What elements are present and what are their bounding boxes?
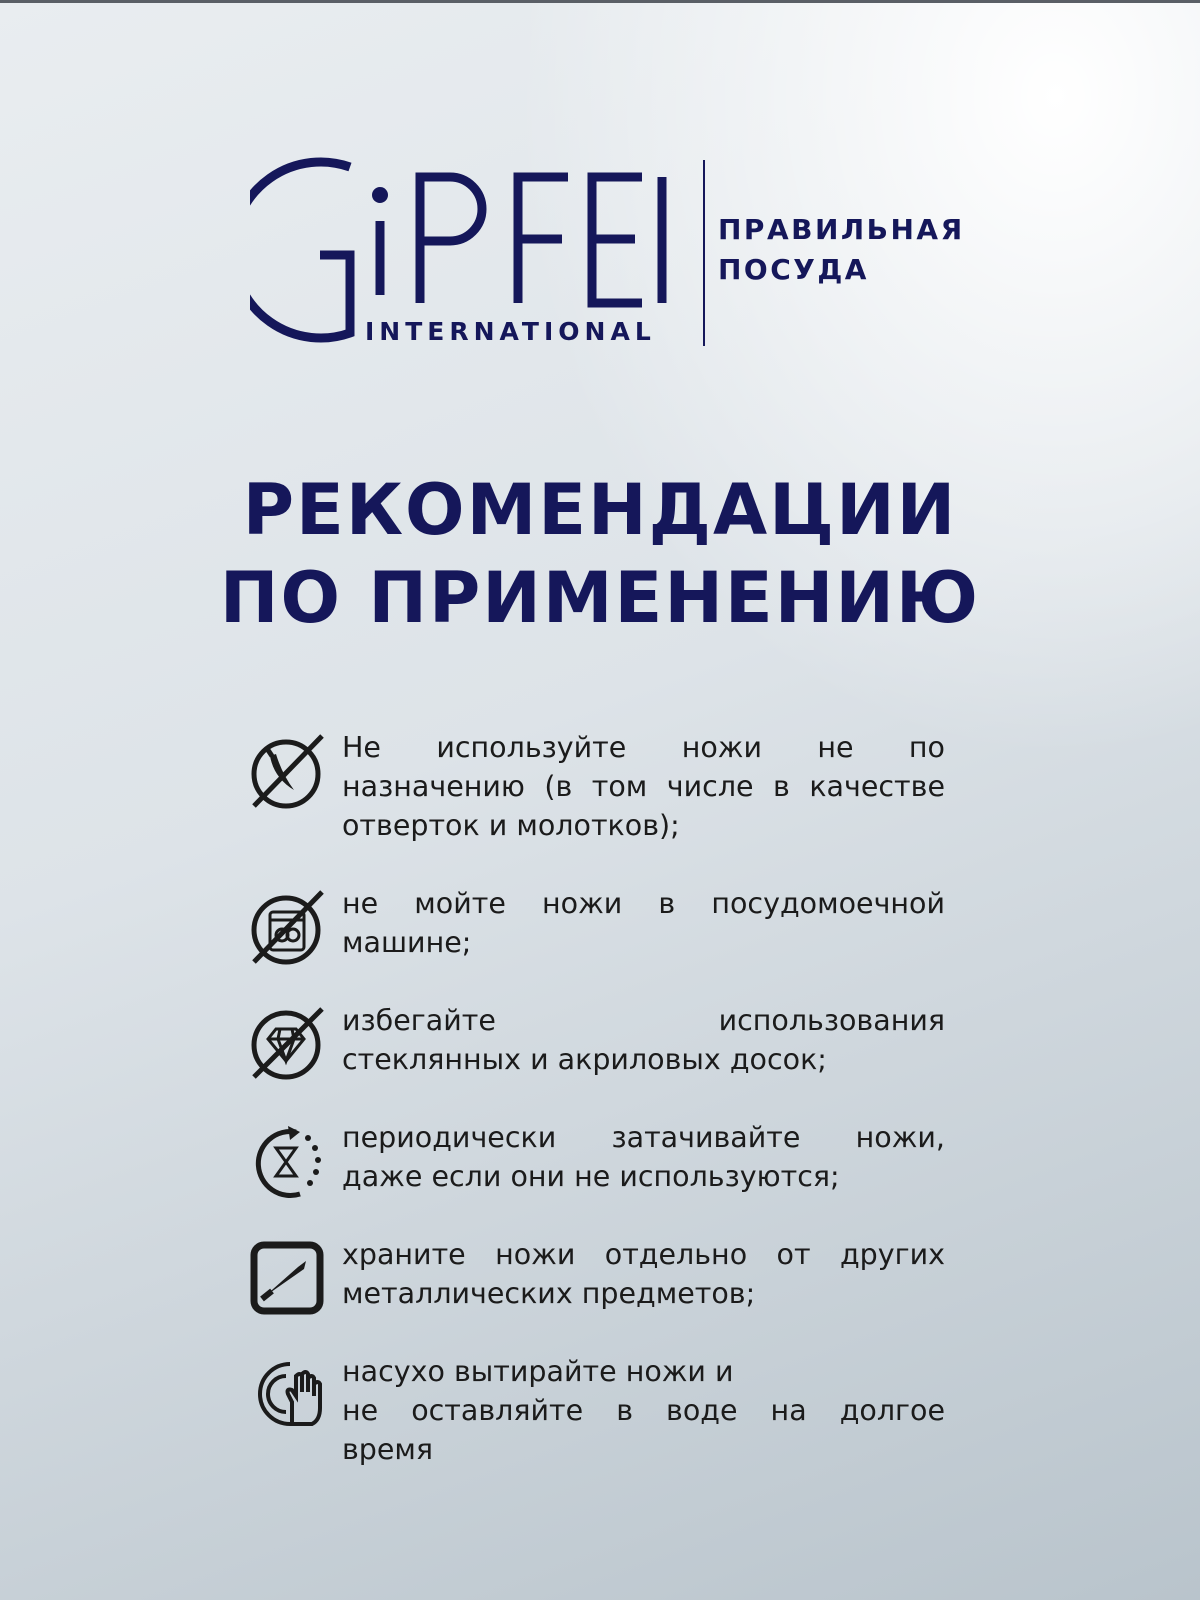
list-item-text — [342, 1001, 945, 1079]
list-item-text — [342, 1352, 945, 1469]
brand-tagline — [718, 210, 965, 290]
page-title — [0, 466, 1200, 642]
page-title-line-2: ПО ПРИМЕНЕНИЮ — [219, 557, 981, 639]
list-item-line: металлических предметов; — [342, 1277, 756, 1310]
list-item-line: насухо вытирайте ножи и — [342, 1355, 734, 1388]
list-item-line: назначению (в том числе в качестве — [342, 770, 945, 803]
list-item-text — [342, 884, 945, 962]
list-item — [250, 1118, 945, 1235]
periodic-sharpening-icon — [250, 1124, 326, 1200]
list-item-line: не оставляйте в воде на долгое — [342, 1394, 945, 1427]
list-item-line: избегайте использования — [342, 1004, 945, 1037]
top-border-line — [0, 0, 1200, 3]
no-knife-misuse-icon — [250, 734, 326, 810]
list-item-line: даже если они не используются; — [342, 1160, 840, 1193]
list-item-line: не мойте ножи в посудомоечной — [342, 887, 945, 920]
list-item-text — [342, 1235, 945, 1313]
logo-divider — [703, 160, 705, 346]
separate-storage-icon — [250, 1241, 326, 1317]
list-item-line: стеклянных и акриловых досок; — [342, 1043, 827, 1076]
list-item — [250, 1001, 945, 1118]
list-item-text — [342, 728, 945, 845]
list-item — [250, 728, 945, 884]
list-item-line: храните ножи отдельно от других — [342, 1238, 945, 1271]
list-item-line: периодически затачивайте ножи, — [342, 1121, 945, 1154]
tagline-line-1: ПРАВИЛЬНАЯ — [718, 213, 965, 246]
dry-wipe-icon — [250, 1358, 326, 1434]
list-item-line: машине; — [342, 926, 472, 959]
list-item-line: Не используйте ножи не по — [342, 731, 945, 764]
tagline-line-2: ПОСУДА — [718, 253, 869, 286]
list-item-line: отверток и молотков); — [342, 809, 680, 842]
recommendations-list — [250, 728, 945, 1472]
page-title-line-1: РЕКОМЕНДАЦИИ — [242, 469, 958, 551]
list-item — [250, 1235, 945, 1352]
list-item-text — [342, 1118, 945, 1196]
no-dishwasher-icon — [250, 890, 326, 966]
list-item — [250, 884, 945, 1001]
logo-international-text: INTERNATIONAL — [365, 317, 656, 346]
list-item-line: время — [342, 1433, 434, 1466]
list-item — [250, 1352, 945, 1472]
no-glass-board-icon — [250, 1007, 326, 1083]
gipfel-logo — [250, 155, 670, 355]
